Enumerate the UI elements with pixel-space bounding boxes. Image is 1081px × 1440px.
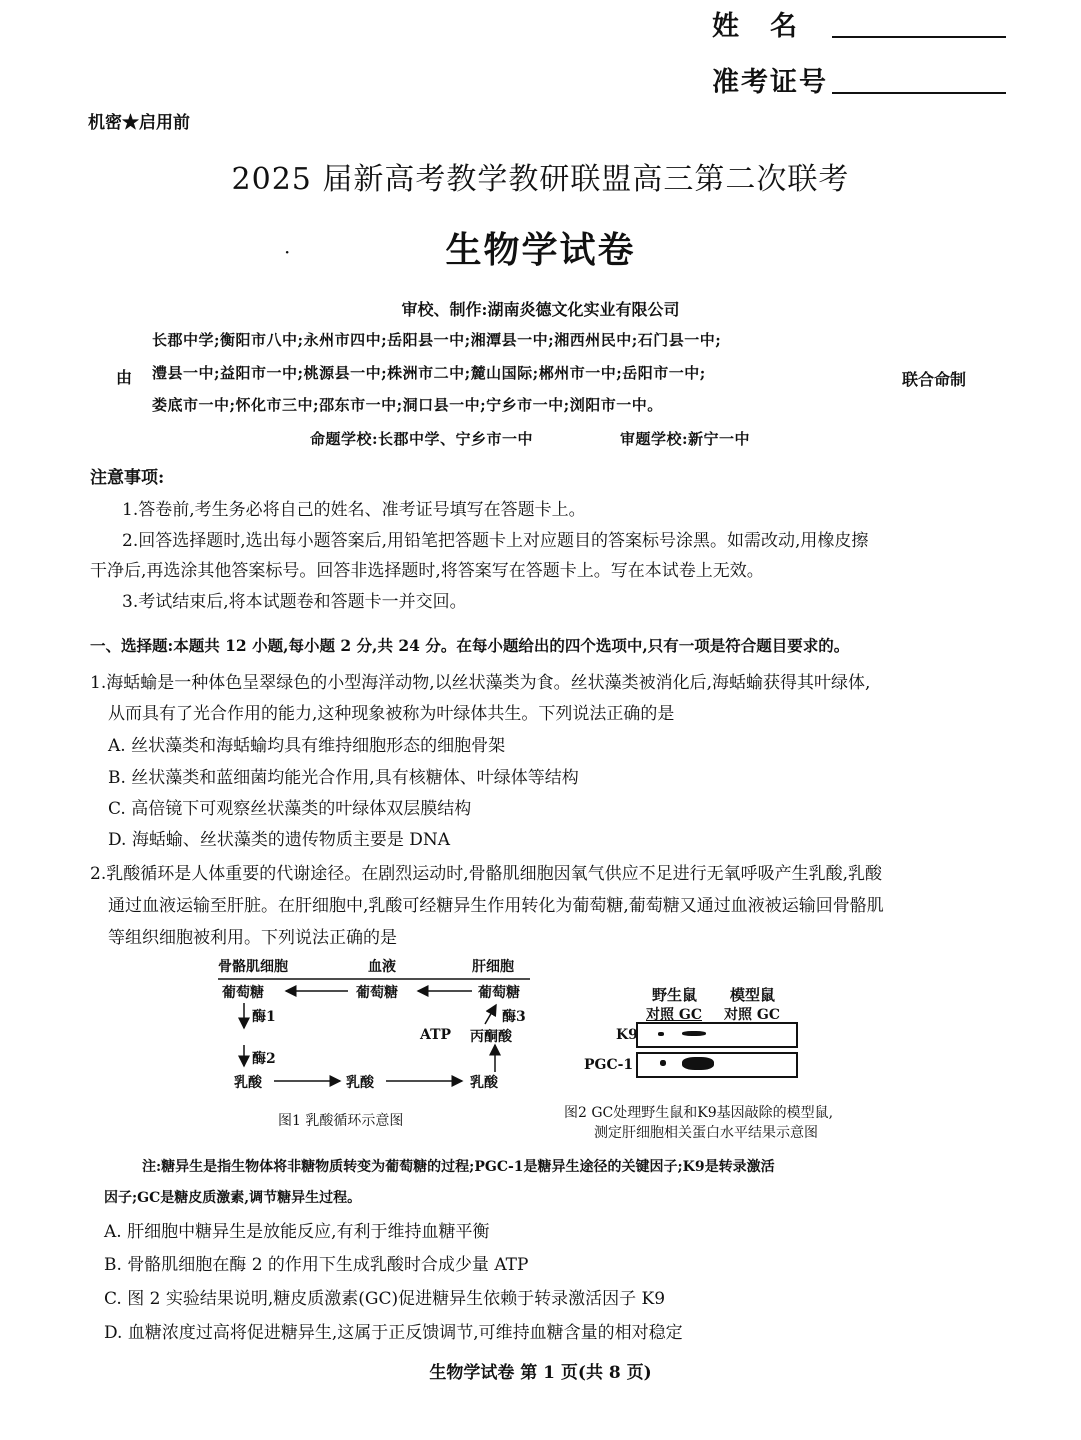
option-c: C. 图 2 实验结果说明,糖皮质激素(GC)促进糖异生依赖于转录激活因子 K9 [104,1289,666,1309]
node-glucose-liver: 葡萄糖 [478,985,520,1001]
lanes-wild: 对照 GC [646,1007,702,1023]
option-d: D. 海蛞蝓、丝状藻类的遗传物质主要是 DNA [108,830,451,850]
label-liver-cell: 肝细胞 [472,959,514,975]
figure-note: 注:糖异生是指生物体将非糖物质转变为葡萄糖的过程;PGC-1是糖异生途径的关键因子;K9是转录激活 [142,1159,775,1175]
band-pgc1-wild-gc [682,1057,714,1070]
label-muscle-cell: 骨骼肌细胞 [218,959,288,975]
node-lactate-blood: 乳酸 [346,1075,374,1091]
lanes-model: 对照 GC [724,1007,780,1023]
node-glucose-blood: 葡萄糖 [356,985,398,1001]
question-stem: 从而具有了光合作用的能力,这种现象被称为叶绿体共生。下列说法正确的是 [108,704,675,724]
label-enzyme-1: 酶1 [252,1009,276,1025]
option-a: A. 肝细胞中糖异生是放能反应,有利于维持血糖平衡 [104,1222,490,1242]
producer-line: 审校、制作:湖南炎德文化实业有限公司 [401,300,680,319]
notice-heading: 注意事项: [90,468,165,488]
question-stem: 2.乳酸循环是人体重要的代谢途径。在剧烈运动时,骨骼肌细胞因氧气供应不足进行无氧呼吸产生乳酸,乳酸 [90,864,883,884]
figure-2-caption: 测定肝细胞相关蛋白水平结果示意图 [594,1125,818,1141]
school-list-line: 澧县一中;益阳市一中;桃源县一中;株洲市二中;麓山国际;郴州市一中;岳阳市一中; [152,364,706,382]
question-stem: 通过血液运输至肝脏。在肝细胞中,乳酸可经糖异生作用转化为葡萄糖,葡萄糖又通过血液被运输回骨骼肌 [108,896,884,916]
row-k9-label: K9 [616,1027,638,1043]
name-input-line [832,36,1006,38]
option-c: C. 高倍镜下可观察丝状藻类的叶绿体双层膜结构 [108,799,472,819]
notice-item: 3.考试结束后,将本试题卷和答题卡一并交回。 [122,592,467,612]
band-pgc1-wild-control [660,1060,666,1066]
exam-title: 2025 届新高考教学教研联盟高三第二次联考 [231,162,850,197]
band-k9-wild-control [658,1032,664,1036]
label-enzyme-3: 酶3 [502,1009,526,1025]
section-heading: 一、选择题:本题共 12 小题,每小题 2 分,共 24 分。在每小题给出的四个选项中,只有一项是符合题目要求的。 [90,636,850,655]
option-a: A. 丝状藻类和海蛞蝓均具有维持细胞形态的细胞骨架 [108,736,506,756]
figure-note: 因子;GC是糖皮质激素,调节糖异生过程。 [104,1190,362,1206]
reviewer-school: 审题学校:新宁一中 [620,430,751,448]
page-footer: 生物学试卷 第 1 页(共 8 页) [429,1363,652,1383]
notice-item: 干净后,再选涂其他答案标号。回答非选择题时,将答案写在答题卡上。写在本试卷上无效。 [90,561,764,581]
option-b: B. 骨骼肌细胞在酶 2 的作用下生成乳酸时合成少量 ATP [104,1255,529,1275]
school-list-line: 娄底市一中;怀化市三中;邵东市一中;洞口县一中;宁乡市一中;浏阳市一中。 [152,396,663,414]
label-atp: ATP [420,1027,452,1043]
label-wild-mouse: 野生鼠 [652,986,698,1004]
notice-item: 2.回答选择题时,选出每小题答案后,用铅笔把答题卡上对应题目的答案标号涂黑。如需改动,用橡皮擦 [122,531,869,551]
schools-suffix: 联合命制 [902,370,967,389]
node-glucose-muscle: 葡萄糖 [222,985,264,1001]
figure-2-caption: 图2 GC处理野生鼠和K9基因敲除的模型鼠, [564,1105,834,1121]
setter-schools: 命题学校:长郡中学、宁乡市一中 [310,430,534,448]
figure-blot [560,980,920,1145]
option-b: B. 丝状藻类和蓝细菌均能光合作用,具有核糖体、叶绿体等结构 [108,768,579,788]
label-model-mouse: 模型鼠 [730,986,776,1004]
label-blood: 血液 [368,959,396,975]
exam-id-label: 准考证号 [712,67,828,98]
question-stem: 1.海蛞蝓是一种体色呈翠绿色的小型海洋动物,以丝状藻类为食。丝状藻类被消化后,海蛞蝓获得其叶绿体, [90,673,871,693]
notice-item: 1.答卷前,考生务必将自己的姓名、准考证号填写在答题卡上。 [122,500,586,520]
node-lactate-liver: 乳酸 [470,1075,498,1091]
label-enzyme-2: 酶2 [252,1051,276,1067]
row-pgc1-label: PGC-1 [584,1057,634,1073]
school-list-line: 长郡中学;衡阳市八中;永州市四中;岳阳县一中;湘潭县一中;湘西州民中;石门县一中; [152,331,722,349]
secret-mark: 机密★启用前 [88,113,190,133]
paper-title: 生物学试卷 [445,229,636,271]
node-pyruvate: 丙酮酸 [470,1029,512,1045]
figure-lactate-cycle [200,950,550,1140]
node-lactate-muscle: 乳酸 [234,1075,262,1091]
band-k9-wild-gc [682,1031,706,1036]
title-dot: · [284,240,291,264]
question-stem: 等组织细胞被利用。下列说法正确的是 [108,928,397,948]
name-label: 姓 名 [712,11,799,42]
option-d: D. 血糖浓度过高将促进糖异生,这属于正反馈调节,可维持血糖含量的相对稳定 [104,1323,683,1343]
schools-prefix: 由 [116,368,133,387]
figure-1-caption: 图1 乳酸循环示意图 [278,1113,404,1129]
exam-id-input-line [832,92,1006,94]
